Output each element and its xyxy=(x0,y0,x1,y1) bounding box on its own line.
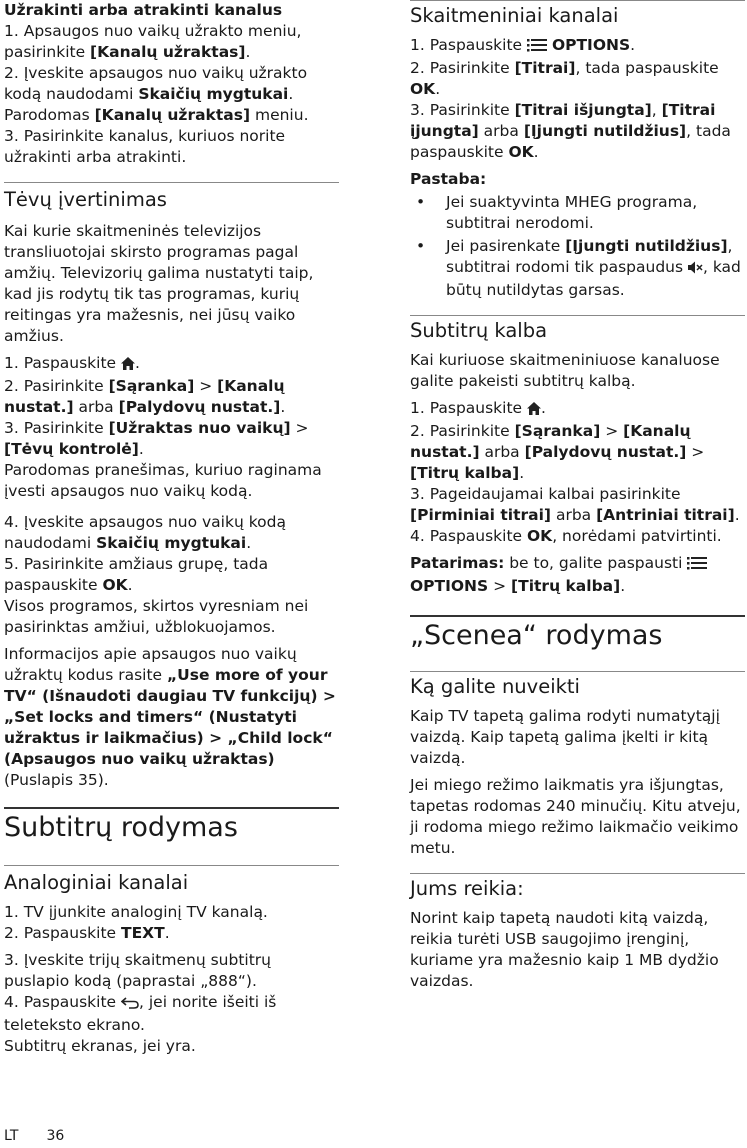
rating-step-3: 3. Pasirinkite [Užraktas nuo vaikų] > [Tėvų kontrolė]. xyxy=(4,419,309,458)
analog-step-5: Subtitrų ekranas, jei yra. xyxy=(4,1037,196,1055)
left-column xyxy=(4,0,339,1057)
language-intro: Kai kuriuose skaitmeniniuose kanaluose galite pakeisti subtitrų kalbą. xyxy=(410,351,720,390)
subtitles-chapter-title: Subtitrų rodymas xyxy=(4,812,238,843)
divider xyxy=(4,182,339,183)
mute-icon xyxy=(688,259,703,280)
divider xyxy=(4,807,339,809)
page-footer xyxy=(4,1128,92,1144)
need-section-title: Jums reikia: xyxy=(410,877,524,900)
page-number: 36 xyxy=(46,1128,65,1144)
language-step-4: 4. Paspauskite OK, norėdami patvirtinti. xyxy=(410,527,722,545)
digital-section-title: Skaitmeniniai kanalai xyxy=(410,4,619,27)
divider xyxy=(410,0,745,1)
divider xyxy=(410,671,745,672)
language-section-title: Subtitrų kalba xyxy=(410,319,548,342)
note-label: Pastaba: xyxy=(410,170,487,188)
rating-result: Visos programos, skirtos vyresniam nei pasirinktas amžiui, užblokuojamos. xyxy=(4,597,309,636)
digital-step-3: 3. Pasirinkite [Titrai išjungta], [Titrai įjungta] arba [Įjungti nutildžius], tada paspauskite OK. xyxy=(410,101,731,161)
home-icon xyxy=(527,400,541,421)
digital-step-2: 2. Pasirinkite [Titrai], tada paspauskite OK. xyxy=(410,59,719,98)
lock-step-1: 1. Apsaugos nuo vaikų užrakto meniu, pasirinkite [Kanalų užraktas]. xyxy=(4,22,302,61)
list-item: • Jei pasirenkate [Įjungti nutildžius], subtitrai rodomi tik paspaudus , kad būtų nutildytas garsas. xyxy=(416,237,741,299)
analog-step-3: 3. Įveskite trijų skaitmenų subtitrų puslapio kodą (paprastai „888“). xyxy=(4,951,271,990)
language-step-2: 2. Pasirinkite [Sąranka] > [Kanalų nustat.] arba [Palydovų nustat.] > [Titrų kalba]. xyxy=(410,422,705,482)
back-icon xyxy=(121,994,139,1015)
options-menu-icon xyxy=(527,37,547,58)
rating-step-4: 4. Įveskite apsaugos nuo vaikų kodą naudodami Skaičių mygtukai. xyxy=(4,513,286,552)
rating-prompt: Parodomas pranešimas, kuriuo raginama įvesti apsaugos nuo vaikų kodą. xyxy=(4,461,322,500)
language-step-3: 3. Pageidaujamai kalbai pasirinkite [Pirminiai titrai] arba [Antriniai titrai]. xyxy=(410,485,740,524)
list-item: • Jei suaktyvinta MHEG programa, subtitrai nerodomi. xyxy=(416,193,698,232)
language-tip: Patarimas: be to, galite paspausti OPTIONS > [Titrų kalba]. xyxy=(410,553,745,597)
divider xyxy=(410,873,745,874)
lock-step-2: 2. Įveskite apsaugos nuo vaikų užrakto kodą naudodami Skaičių mygtukai. Parodomas [Kanalų užraktas] meniu. xyxy=(4,64,309,124)
what-section-title: Ką galite nuveikti xyxy=(410,675,580,698)
lock-section-title: Užrakinti arba atrakinti kanalus xyxy=(4,1,283,19)
what-paragraph-2: Jei miego režimo laikmatis yra išjungtas, tapetas rodomas 240 minučių. Kitu atveju, ji rodoma miego režimo laikmačio veikimo metu. xyxy=(410,776,741,857)
divider xyxy=(410,615,745,617)
what-paragraph-1: Kaip TV tapetą galima rodyti numatytąjį vaizdą. Kaip tapetą galima įkelti ir kitą vaizdą. xyxy=(410,707,720,767)
scenea-chapter-title: „Scenea“ rodymas xyxy=(410,620,663,651)
analog-section-title: Analoginiai kanalai xyxy=(4,871,189,894)
rating-section-title: Tėvų įvertinimas xyxy=(4,188,167,211)
need-paragraph: Norint kaip tapetą naudoti kitą vaizdą, reikia turėti USB saugojimo įrenginį, kuriame yra mažesnio kaip 1 MB dydžio vaizdas. xyxy=(410,909,719,990)
lock-step-3: 3. Pasirinkite kanalus, kuriuos norite užrakinti arba atrakinti. xyxy=(4,127,286,166)
analog-step-4: 4. Paspauskite , jei norite išeiti iš teleteksto ekrano. xyxy=(4,993,277,1034)
right-column xyxy=(410,0,745,992)
rating-reference: Informacijos apie apsaugos nuo vaikų užraktų kodus rasite „Use more of your TV“ (Išnaudoti daugiau TV funkcijų) > „Set locks and timers“ (Nustatyti užraktus ir laikmačius) > „Child lock“ (Apsaugos nuo vaikų užraktas) (Puslapis 35). xyxy=(4,645,336,789)
analog-step-1: 1. TV įjunkite analoginį TV kanalą. xyxy=(4,903,268,921)
language-code: LT xyxy=(4,1128,19,1144)
rating-step-5: 5. Pasirinkite amžiaus grupę, tada paspauskite OK. xyxy=(4,555,269,594)
divider xyxy=(410,315,745,316)
divider xyxy=(4,865,339,866)
note-list xyxy=(410,192,745,301)
home-icon xyxy=(121,355,135,376)
language-step-1: 1. Paspauskite . xyxy=(410,398,745,421)
rating-intro: Kai kurie skaitmeninės televizijos transliuotojai skirsto programas pagal amžių. Televizorių galima nustatyti taip, kad jis rodytų tik tas programas, kurių reitingas yra mažesnis, nei jūsų vaiko amžius. xyxy=(4,222,314,345)
analog-step-2: 2. Paspauskite TEXT. xyxy=(4,924,170,942)
options-menu-icon xyxy=(687,555,707,576)
digital-step-1: 1. Paspauskite OPTIONS. xyxy=(410,35,745,58)
rating-step-2: 2. Pasirinkite [Sąranka] > [Kanalų nustat.] arba [Palydovų nustat.]. xyxy=(4,377,286,416)
rating-step-1: 1. Paspauskite . xyxy=(4,353,339,376)
